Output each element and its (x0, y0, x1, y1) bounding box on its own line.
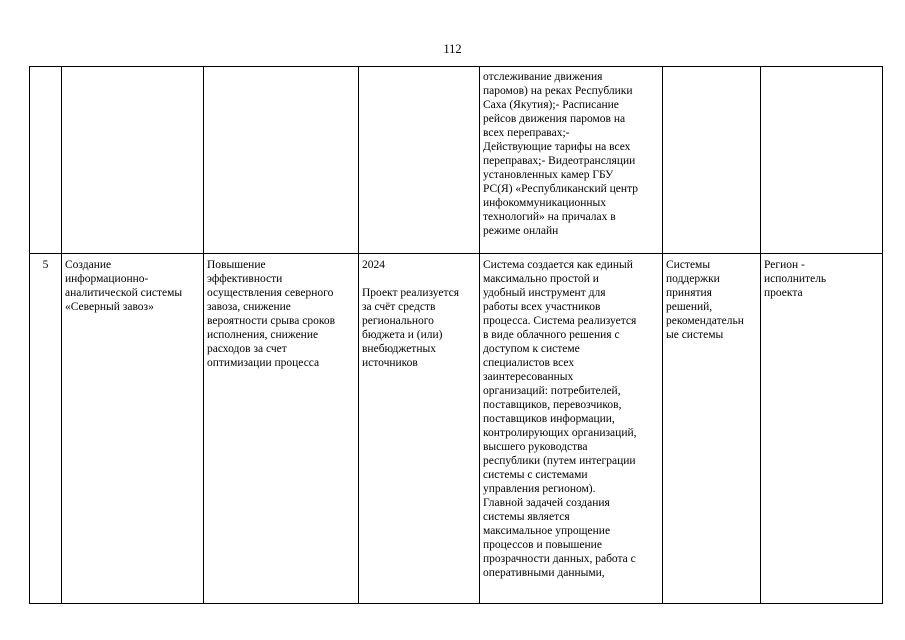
description-line: Саха (Якутия);- Расписание (483, 99, 619, 111)
funding-line: регионального (362, 315, 434, 327)
technology-cell (663, 254, 761, 604)
description-line: организаций: потребителей, (483, 385, 621, 397)
project-goal-line: осуществления северного (207, 287, 334, 299)
executor-cell (761, 254, 883, 604)
row-number-cell (30, 67, 62, 254)
funding-line: источников (362, 357, 418, 369)
description-line: поставщиков информации, (483, 413, 615, 425)
description-line: рейсов движения паромов на (483, 113, 626, 125)
executor-line: исполнитель (764, 273, 827, 285)
description-line: технологий» на причалах в (483, 211, 616, 223)
description-line: максимальное упрощение (483, 525, 611, 537)
description-line: процессов и повышение (483, 539, 602, 551)
description-line: установленных камер ГБУ (483, 169, 614, 181)
project-goal-cell (204, 254, 359, 604)
description-line: максимально простой и (483, 273, 599, 285)
project-name-cell (62, 254, 204, 604)
description-line: Действующие тарифы на всех (483, 141, 631, 153)
description-line: удобный инструмент для (483, 287, 606, 299)
description-line: системы с системами (483, 469, 588, 481)
project-name-cell (62, 67, 204, 254)
description-line: прозрачности данных, работа с (483, 553, 636, 565)
project-goal-line: исполнения, снижение (207, 329, 319, 341)
description-line: инфокоммуникационных (483, 197, 607, 209)
description-line: РС(Я) «Республиканский центр (483, 183, 638, 195)
project-table (29, 66, 883, 604)
description-line: управления регионом). (483, 483, 596, 495)
spacer (362, 272, 476, 286)
description-line: в виде облачного решения с (483, 329, 620, 341)
technology-line: Системы (666, 259, 711, 271)
description-line: республики (путем интеграции (483, 455, 636, 467)
description-line: всех переправах;- (483, 127, 570, 139)
project-description-cell (480, 67, 663, 254)
project-name-line: информационно- (65, 273, 149, 285)
description-line: отслеживание движения (483, 71, 603, 83)
project-goal-line: Повышение (207, 259, 266, 271)
description-line: доступом к системе (483, 343, 580, 355)
row-number-cell (30, 254, 62, 604)
funding-line: Проект реализуется (362, 287, 460, 299)
project-period-cell (359, 254, 480, 604)
project-goal-line: оптимизации процесса (207, 357, 320, 369)
technology-cell (663, 67, 761, 254)
executor-cell (761, 67, 883, 254)
description-line: Система создается как единый (483, 259, 633, 271)
technology-line: рекомендательн (666, 315, 744, 327)
funding-line: внебюджетных (362, 343, 436, 355)
description-line: поставщиков, перевозчиков, (483, 399, 622, 411)
table-row (30, 254, 883, 604)
funding-line: за счёт средств (362, 301, 436, 313)
description-line: заинтересованных (483, 371, 574, 383)
project-goal-line: расходов за счет (207, 343, 287, 355)
table-row (30, 67, 883, 254)
project-description-cell (480, 254, 663, 604)
technology-line: принятия (666, 287, 712, 299)
description-line: режиме онлайн (483, 225, 559, 237)
description-line: специалистов всех (483, 357, 575, 369)
funding-line: бюджета и (или) (362, 329, 443, 341)
project-goal-line: вероятности срыва сроков (207, 315, 336, 327)
description-line: оперативными данными, (483, 567, 605, 579)
executor-line: Регион - (764, 259, 805, 271)
description-line: работы всех участников (483, 301, 601, 313)
description-line: паромов) на реках Республики (483, 85, 633, 97)
technology-line: поддержки (666, 273, 720, 285)
project-name-line: аналитической системы (65, 287, 183, 299)
description-line: процесса. Система реализуется (483, 315, 637, 327)
project-year: 2024 (362, 259, 385, 271)
description-line: Главной задачей создания (483, 497, 610, 509)
description-line: переправах;- Видеотрансляции (483, 155, 636, 167)
project-name-line: Создание (65, 259, 112, 271)
row-number: 5 (42, 259, 49, 271)
project-name-line: «Северный завоз» (65, 301, 154, 313)
technology-line: решений, (666, 301, 713, 313)
project-goal-cell (204, 67, 359, 254)
description-line: системы является (483, 511, 570, 523)
project-goal-line: завоза, снижение (207, 301, 291, 313)
description-line: контролирующих организаций, (483, 427, 637, 439)
executor-line: проекта (764, 287, 803, 299)
description-line: высшего руководства (483, 441, 588, 453)
page-number: 112 (443, 42, 462, 56)
project-period-cell (359, 67, 480, 254)
technology-line: ые системы (666, 329, 724, 341)
project-goal-line: эффективности (207, 273, 283, 285)
